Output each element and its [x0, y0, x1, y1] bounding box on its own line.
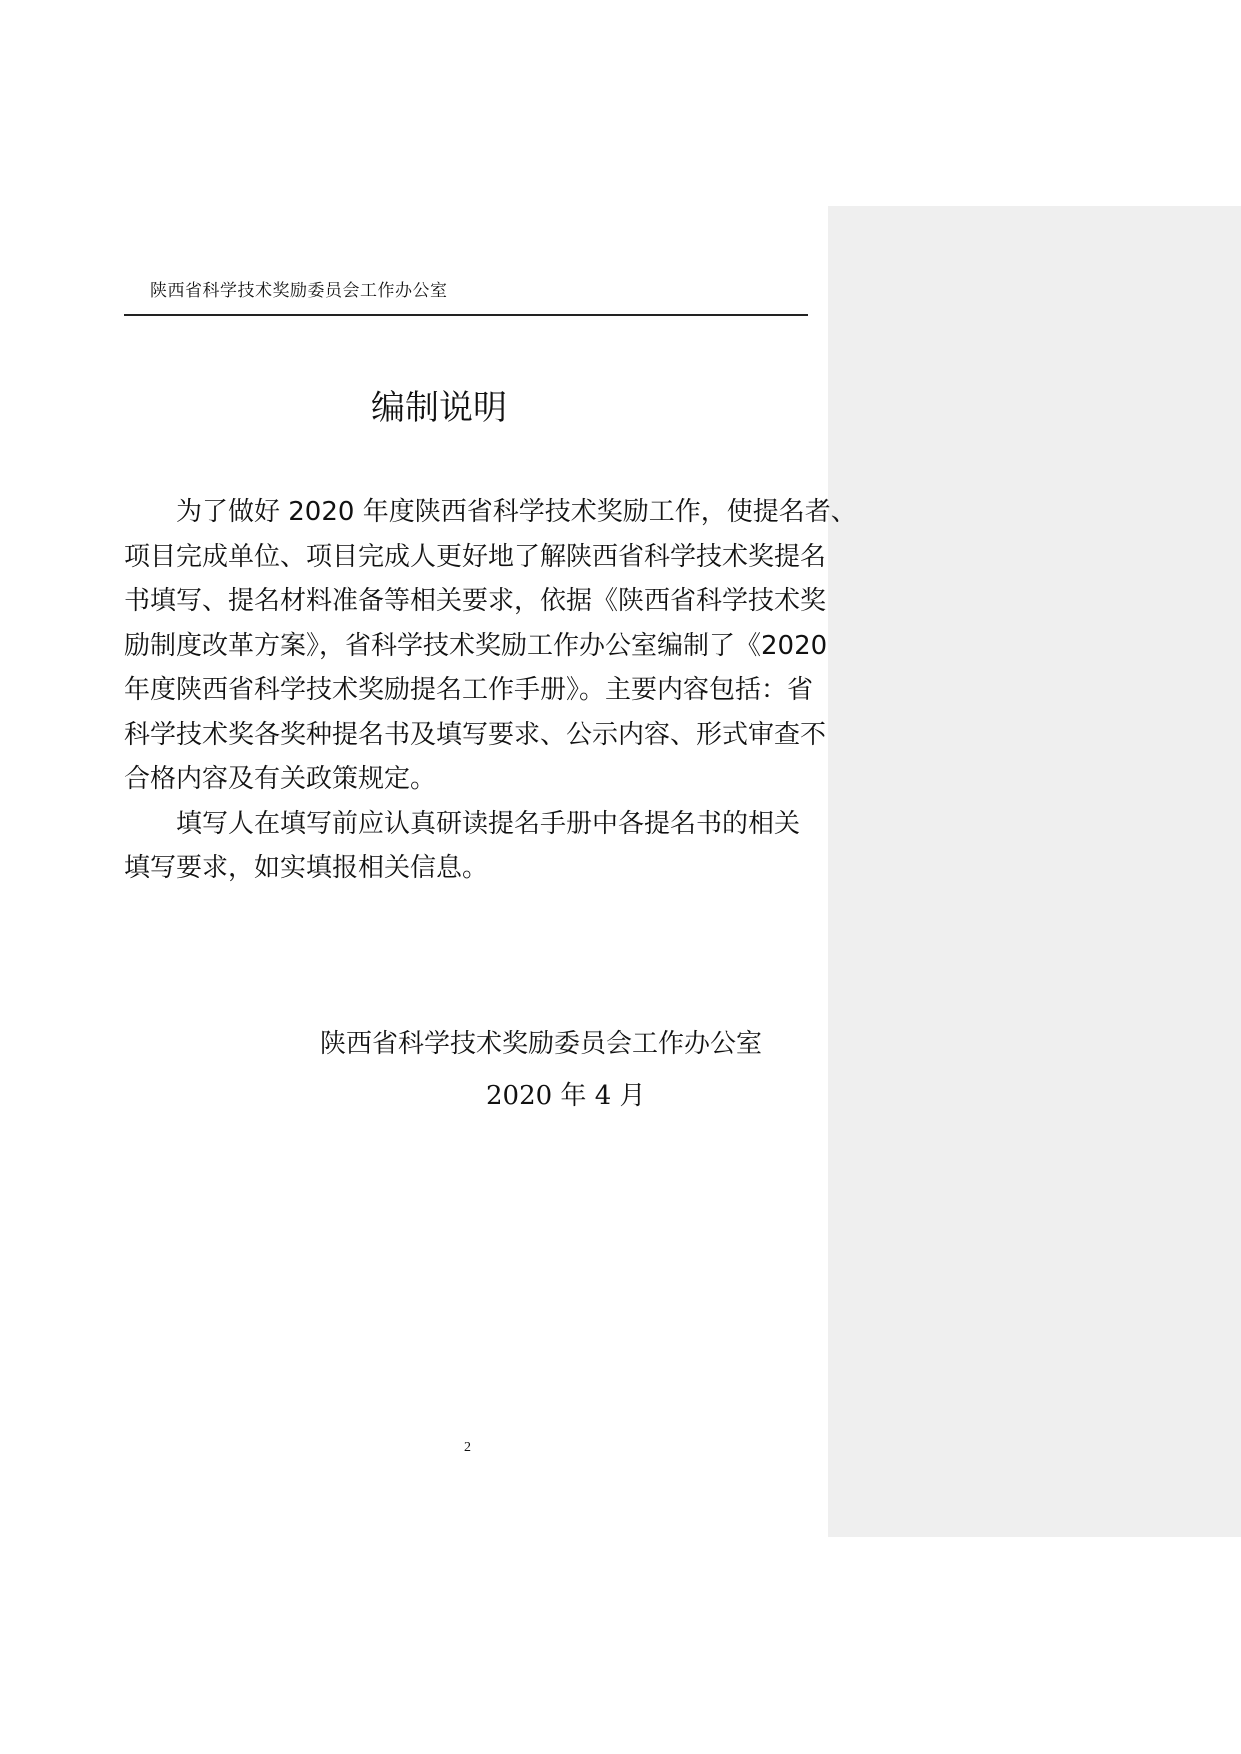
paragraph-line: 合格内容及有关政策规定。	[124, 764, 437, 794]
signature-date: 2020 年 4 月	[486, 1081, 646, 1111]
paragraph-line: 科学技术奖各奖种提名书及填写要求、公示内容、形式审查不	[124, 719, 827, 750]
paragraph-line: 年度陕西省科学技术奖励提名工作手册》。主要内容包括：省	[124, 675, 814, 705]
paragraph-intro	[124, 490, 857, 802]
paragraph-line: 填写人在填写前应认真研读提名手册中各提名书的相关	[176, 808, 801, 839]
paragraph-line: 书填写、提名材料准备等相关要求，依据《陕西省科学技术奖	[124, 586, 827, 616]
paragraph-line: 填写要求，如实填报相关信息。	[124, 853, 489, 883]
header-divider	[124, 314, 808, 316]
paragraph-instructions	[124, 802, 800, 891]
running-header: 陕西省科学技术奖励委员会工作办公室	[150, 281, 448, 301]
document-title: 编制说明	[371, 388, 507, 428]
paragraph-line: 项目完成单位、项目完成人更好地了解陕西省科学技术奖提名	[124, 541, 827, 572]
comment-margin-panel	[828, 206, 1241, 1537]
paragraph-line: 励制度改革方案》，省科学技术奖励工作办公室编制了《2020	[124, 630, 828, 661]
signature-organization: 陕西省科学技术奖励委员会工作办公室	[320, 1029, 763, 1059]
paragraph-line: 为了做好 2020 年度陕西省科学技术奖励工作，使提名者、	[176, 497, 857, 527]
page-number: 2	[464, 1440, 471, 1455]
document-body	[124, 490, 857, 891]
